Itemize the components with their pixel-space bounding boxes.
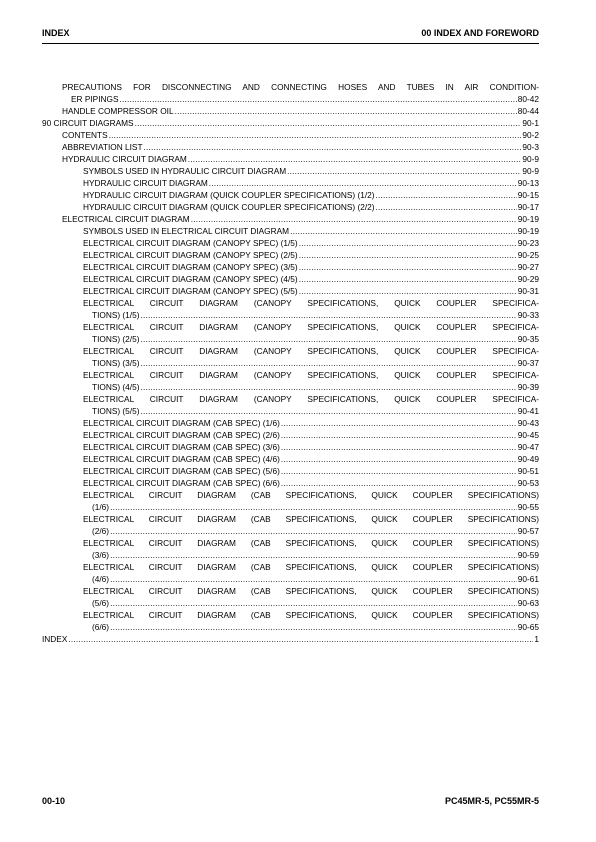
toc-entry-line <box>83 249 539 261</box>
dot-leader <box>110 573 517 585</box>
dot-leader <box>140 333 516 345</box>
toc-entry-line <box>83 453 539 465</box>
toc-entry-title: ELECTRICAL CIRCUIT DIAGRAM <box>62 214 190 224</box>
dot-leader <box>299 237 517 249</box>
toc-entry-page: 90-53 <box>517 478 539 488</box>
toc-entry-line <box>83 201 539 213</box>
toc-entry-page: 90-59 <box>517 550 539 560</box>
dot-leader <box>281 465 517 477</box>
toc-entry-title: ER PIPINGS <box>71 94 119 104</box>
toc-entry-title-line1: ELECTRICAL CIRCUIT DIAGRAM (CAB SPECIFICATIONS, QUICK COUPLER SPECIFICATIONS) <box>83 514 539 524</box>
toc-entry-page: 90-19 <box>517 226 539 236</box>
toc-entry-title: (2/6) <box>92 526 110 536</box>
dot-leader <box>140 405 516 417</box>
toc-entry[interactable] <box>42 417 539 429</box>
table-of-contents <box>42 81 539 645</box>
toc-entry-page: 90-17 <box>517 202 539 212</box>
toc-entry-line <box>83 225 539 237</box>
dot-leader <box>109 129 522 141</box>
toc-entry-title: HYDRAULIC CIRCUIT DIAGRAM (QUICK COUPLER SPECIFICATIONS) (2/2) <box>83 202 375 212</box>
toc-entry[interactable] <box>42 165 539 177</box>
toc-entry-title: 90 CIRCUIT DIAGRAMS <box>42 118 134 128</box>
toc-entry-page: 80-42 <box>517 94 539 104</box>
toc-entry-line <box>42 117 539 129</box>
toc-entry-title: HYDRAULIC CIRCUIT DIAGRAM <box>83 178 208 188</box>
toc-entry-line <box>83 273 539 285</box>
toc-entry-line <box>62 105 539 117</box>
toc-entry-line <box>83 309 539 321</box>
toc-entry-title: CONTENTS <box>62 130 108 140</box>
dot-leader <box>120 93 517 105</box>
dot-leader <box>287 165 521 177</box>
toc-entry-page: 90-45 <box>517 430 539 440</box>
toc-entry-title-line1: ELECTRICAL CIRCUIT DIAGRAM (CANOPY SPECIFICATIONS, QUICK COUPLER SPECIFICA- <box>83 394 539 404</box>
toc-entry-line <box>83 549 539 561</box>
toc-entry-page: 90-1 <box>522 118 539 128</box>
dot-leader <box>299 273 517 285</box>
toc-entry[interactable] <box>42 369 539 393</box>
toc-entry-line <box>83 177 539 189</box>
toc-entry-title: ELECTRICAL CIRCUIT DIAGRAM (CAB SPEC) (2/6) <box>83 430 280 440</box>
dot-leader <box>376 201 517 213</box>
toc-entry-line <box>83 189 539 201</box>
toc-entry-page: 90-65 <box>517 622 539 632</box>
toc-entry[interactable] <box>42 489 539 513</box>
toc-entry[interactable] <box>42 261 539 273</box>
toc-entry-page: 90-63 <box>517 598 539 608</box>
toc-entry[interactable] <box>42 189 539 201</box>
dot-leader <box>68 633 533 645</box>
header-chapter-title: 00 INDEX AND FOREWORD <box>421 28 539 38</box>
dot-leader <box>110 621 517 633</box>
toc-entry[interactable] <box>42 225 539 237</box>
toc-entry-line <box>83 333 539 345</box>
header-rule <box>42 43 539 44</box>
toc-entry-title-line1: ELECTRICAL CIRCUIT DIAGRAM (CAB SPECIFICATIONS, QUICK COUPLER SPECIFICATIONS) <box>83 490 539 500</box>
toc-entry-title: TIONS) (3/5) <box>92 358 140 368</box>
toc-entry-line <box>83 441 539 453</box>
toc-entry-page: 90-43 <box>517 418 539 428</box>
toc-entry-line <box>83 501 539 513</box>
dot-leader <box>209 177 517 189</box>
toc-entry-title: ELECTRICAL CIRCUIT DIAGRAM (CAB SPEC) (4/6) <box>83 454 280 464</box>
toc-entry-page: 90-13 <box>517 178 539 188</box>
toc-entry-line <box>62 93 539 105</box>
toc-entry[interactable] <box>42 237 539 249</box>
toc-entry-page: 90-25 <box>517 250 539 260</box>
dot-leader <box>299 249 517 261</box>
toc-entry-title: ELECTRICAL CIRCUIT DIAGRAM (CAB SPEC) (5/6) <box>83 466 280 476</box>
toc-entry-title: TIONS) (5/5) <box>92 406 140 416</box>
toc-entry[interactable] <box>42 537 539 561</box>
toc-entry[interactable] <box>42 117 539 129</box>
toc-entry-line <box>83 429 539 441</box>
dot-leader <box>140 309 516 321</box>
dot-leader <box>110 501 517 513</box>
model-names: PC45MR-5, PC55MR-5 <box>444 796 539 806</box>
toc-entry-title: ELECTRICAL CIRCUIT DIAGRAM (CANOPY SPEC) (1/5) <box>83 238 298 248</box>
toc-entry-title: TIONS) (1/5) <box>92 310 140 320</box>
toc-entry-title: ABBREVIATION LIST <box>62 142 143 152</box>
toc-entry-title: ELECTRICAL CIRCUIT DIAGRAM (CANOPY SPEC) (2/5) <box>83 250 298 260</box>
toc-entry-line <box>62 141 539 153</box>
toc-entry-title: ELECTRICAL CIRCUIT DIAGRAM (CAB SPEC) (6/6) <box>83 478 280 488</box>
toc-entry-title: ELECTRICAL CIRCUIT DIAGRAM (CANOPY SPEC) (4/5) <box>83 274 298 284</box>
toc-entry[interactable] <box>42 441 539 453</box>
toc-entry-page: 90-2 <box>522 130 539 140</box>
dot-leader <box>281 429 517 441</box>
dot-leader <box>281 453 517 465</box>
toc-entry-line <box>83 621 539 633</box>
toc-entry-title: ELECTRICAL CIRCUIT DIAGRAM (CAB SPEC) (3/6) <box>83 442 280 452</box>
toc-entry[interactable] <box>42 201 539 213</box>
toc-entry-title: (6/6) <box>92 622 110 632</box>
toc-entry-line <box>62 129 539 141</box>
toc-entry-page: 90-9 <box>522 166 539 176</box>
toc-entry-line <box>83 165 539 177</box>
toc-entry-title: HANDLE COMPRESSOR OIL <box>62 106 174 116</box>
toc-entry-line <box>83 261 539 273</box>
toc-entry[interactable] <box>42 609 539 633</box>
toc-entry-page: 90-15 <box>517 190 539 200</box>
toc-entry-line <box>62 213 539 225</box>
toc-entry-line <box>83 237 539 249</box>
toc-entry[interactable] <box>42 129 539 141</box>
dot-leader <box>140 381 516 393</box>
toc-entry[interactable] <box>42 321 539 345</box>
toc-entry[interactable] <box>42 561 539 585</box>
toc-entry-title: ELECTRICAL CIRCUIT DIAGRAM (CANOPY SPEC) (5/5) <box>83 286 298 296</box>
dot-leader <box>299 285 517 297</box>
toc-entry-title-line1: ELECTRICAL CIRCUIT DIAGRAM (CANOPY SPECIFICATIONS, QUICK COUPLER SPECIFICA- <box>83 346 539 356</box>
toc-entry-title: (1/6) <box>92 502 110 512</box>
toc-entry[interactable] <box>42 513 539 537</box>
toc-entry-page: 90-31 <box>517 286 539 296</box>
toc-entry[interactable] <box>42 297 539 321</box>
dot-leader <box>290 225 517 237</box>
toc-entry[interactable] <box>42 273 539 285</box>
dot-leader <box>144 141 522 153</box>
toc-entry-title-line1: PRECAUTIONS FOR DISCONNECTING AND CONNECTING HOSES AND TUBES IN AIR CONDITION- <box>62 82 539 92</box>
toc-entry-page: 90-33 <box>517 310 539 320</box>
toc-entry-page: 90-27 <box>517 262 539 272</box>
toc-entry-title-line1: ELECTRICAL CIRCUIT DIAGRAM (CAB SPECIFICATIONS, QUICK COUPLER SPECIFICATIONS) <box>83 586 539 596</box>
toc-entry[interactable] <box>42 345 539 369</box>
toc-entry-line <box>83 417 539 429</box>
toc-entry-line <box>83 357 539 369</box>
toc-entry-title: TIONS) (2/5) <box>92 334 140 344</box>
dot-leader <box>376 189 517 201</box>
toc-entry[interactable] <box>42 465 539 477</box>
dot-leader <box>299 261 517 273</box>
toc-entry-page: 90-47 <box>517 442 539 452</box>
toc-entry-page: 90-37 <box>517 358 539 368</box>
dot-leader <box>110 549 517 561</box>
toc-entry-title-line1: ELECTRICAL CIRCUIT DIAGRAM (CAB SPECIFICATIONS, QUICK COUPLER SPECIFICATIONS) <box>83 538 539 548</box>
toc-entry-title-line1: ELECTRICAL CIRCUIT DIAGRAM (CANOPY SPECIFICATIONS, QUICK COUPLER SPECIFICA- <box>83 370 539 380</box>
toc-entry-line <box>83 381 539 393</box>
toc-entry-title-line1: ELECTRICAL CIRCUIT DIAGRAM (CANOPY SPECIFICATIONS, QUICK COUPLER SPECIFICA- <box>83 298 539 308</box>
toc-entry-line <box>83 477 539 489</box>
toc-entry[interactable] <box>42 429 539 441</box>
toc-entry-line <box>83 597 539 609</box>
toc-entry[interactable] <box>42 585 539 609</box>
toc-entry-title-line1: ELECTRICAL CIRCUIT DIAGRAM (CAB SPECIFICATIONS, QUICK COUPLER SPECIFICATIONS) <box>83 562 539 572</box>
toc-entry-line <box>62 153 539 165</box>
toc-entry-title: ELECTRICAL CIRCUIT DIAGRAM (CAB SPEC) (1/6) <box>83 418 280 428</box>
toc-entry-page: 90-9 <box>522 154 539 164</box>
toc-entry-page: 90-57 <box>517 526 539 536</box>
toc-entry[interactable] <box>42 213 539 225</box>
dot-leader <box>191 213 517 225</box>
toc-entry-line <box>83 285 539 297</box>
toc-entry-title: HYDRAULIC CIRCUIT DIAGRAM (QUICK COUPLER SPECIFICATIONS) (1/2) <box>83 190 375 200</box>
toc-entry-page: 90-19 <box>517 214 539 224</box>
toc-entry-page: 80-44 <box>517 106 539 116</box>
toc-entry-page: 90-61 <box>517 574 539 584</box>
toc-entry-title: ELECTRICAL CIRCUIT DIAGRAM (CANOPY SPEC) (3/5) <box>83 262 298 272</box>
toc-entry-line <box>83 525 539 537</box>
toc-entry[interactable] <box>42 177 539 189</box>
dot-leader <box>281 477 517 489</box>
toc-entry-title: SYMBOLS USED IN HYDRAULIC CIRCUIT DIAGRAM <box>83 166 287 176</box>
toc-entry-title: TIONS) (4/5) <box>92 382 140 392</box>
toc-entry-page: 90-29 <box>517 274 539 284</box>
toc-entry-line <box>83 405 539 417</box>
toc-entry-title: INDEX <box>42 634 68 644</box>
toc-entry-page: 90-55 <box>517 502 539 512</box>
toc-entry-page: 90-35 <box>517 334 539 344</box>
dot-leader <box>188 153 522 165</box>
toc-entry-title: (4/6) <box>92 574 110 584</box>
toc-entry[interactable] <box>42 393 539 417</box>
dot-leader <box>140 357 516 369</box>
toc-entry[interactable] <box>42 477 539 489</box>
toc-entry[interactable] <box>42 153 539 165</box>
dot-leader <box>110 525 517 537</box>
page-number: 00-10 <box>42 796 66 806</box>
toc-entry-title: (5/6) <box>92 598 110 608</box>
dot-leader <box>281 441 517 453</box>
header-section-label: INDEX <box>42 28 70 38</box>
toc-entry[interactable] <box>42 453 539 465</box>
toc-entry-title-line1: ELECTRICAL CIRCUIT DIAGRAM (CAB SPECIFICATIONS, QUICK COUPLER SPECIFICATIONS) <box>83 610 539 620</box>
toc-entry-page: 90-51 <box>517 466 539 476</box>
toc-entry-page: 90-39 <box>517 382 539 392</box>
toc-entry[interactable] <box>42 249 539 261</box>
toc-entry-page: 90-49 <box>517 454 539 464</box>
toc-entry-title: HYDRAULIC CIRCUIT DIAGRAM <box>62 154 187 164</box>
toc-entry-page: 90-41 <box>517 406 539 416</box>
toc-entry[interactable] <box>42 105 539 117</box>
toc-entry-page: 90-3 <box>522 142 539 152</box>
page-footer <box>42 796 539 807</box>
toc-entry-page: 1 <box>534 634 539 644</box>
toc-entry-line <box>42 633 539 645</box>
dot-leader <box>110 597 517 609</box>
toc-entry-page: 90-23 <box>517 238 539 248</box>
toc-entry[interactable] <box>42 81 539 105</box>
toc-entry[interactable] <box>42 141 539 153</box>
dot-leader <box>135 117 522 129</box>
toc-entry-title: SYMBOLS USED IN ELECTRICAL CIRCUIT DIAGRAM <box>83 226 290 236</box>
toc-entry[interactable] <box>42 633 539 645</box>
toc-entry-line <box>83 573 539 585</box>
toc-entry[interactable] <box>42 285 539 297</box>
toc-entry-title-line1: ELECTRICAL CIRCUIT DIAGRAM (CANOPY SPECIFICATIONS, QUICK COUPLER SPECIFICA- <box>83 322 539 332</box>
toc-entry-title: (3/6) <box>92 550 110 560</box>
toc-entry-line <box>83 465 539 477</box>
dot-leader <box>175 105 517 117</box>
dot-leader <box>281 417 517 429</box>
page-header <box>42 28 539 39</box>
